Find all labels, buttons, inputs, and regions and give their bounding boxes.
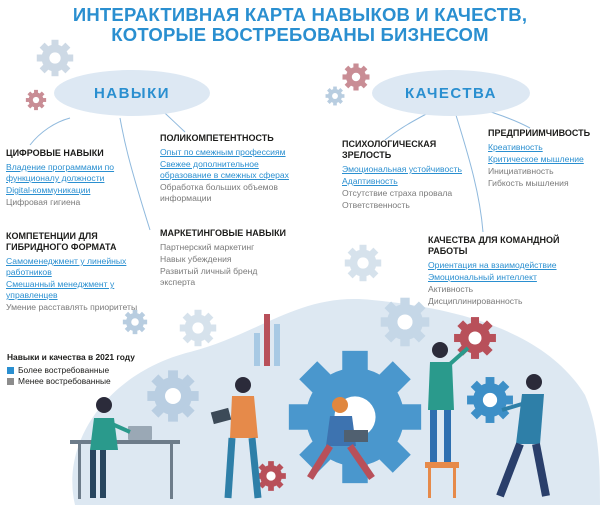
skill-item: Развитый личный бренд эксперта bbox=[160, 266, 258, 287]
page-title-line-2: КОТОРЫЕ ВОСТРЕБОВАНЫ БИЗНЕСОМ bbox=[111, 24, 489, 45]
skill-item: Партнерский маркетинг bbox=[160, 242, 255, 252]
section-digital-skills bbox=[6, 148, 138, 209]
legend-label-low: Менее востребованные bbox=[18, 376, 111, 386]
gear-icon bbox=[26, 90, 46, 110]
section-title: ЦИФРОВЫЕ НАВЫКИ bbox=[6, 148, 104, 158]
skill-item: Цифровая гигиена bbox=[6, 197, 81, 207]
skill-item: Digital-коммуникации bbox=[6, 185, 91, 195]
legend-item-high bbox=[7, 365, 135, 375]
quality-item: Инициативность bbox=[488, 166, 554, 176]
legend-swatch-low bbox=[7, 378, 14, 385]
legend-item-low bbox=[7, 376, 135, 386]
section-entrepreneurship bbox=[488, 128, 598, 190]
skill-item: Опыт по смежным профессиям bbox=[160, 147, 286, 157]
skill-item: Свежее дополнительное образование в смежных сферах bbox=[160, 159, 289, 180]
gear-icon bbox=[326, 87, 345, 106]
section-psychological-maturity bbox=[342, 139, 477, 212]
section-hybrid-competences bbox=[6, 231, 138, 314]
quality-item: Гибкость мышления bbox=[488, 178, 569, 188]
section-title: КОМПЕТЕНЦИИ ДЛЯ ГИБРИДНОГО ФОРМАТА bbox=[6, 231, 117, 252]
skill-item: Самоменеджмент у линейных работников bbox=[6, 256, 127, 277]
section-title: ПРЕДПРИИМЧИВОСТЬ bbox=[488, 128, 591, 138]
quality-item: Отсутствие страха провала bbox=[342, 188, 453, 198]
legend bbox=[7, 352, 135, 387]
skill-item: Умение расставлять приоритеты bbox=[6, 302, 138, 312]
quality-item: Адаптивность bbox=[342, 176, 398, 186]
gear-icon bbox=[256, 461, 286, 491]
section-marketing-skills bbox=[160, 228, 290, 289]
section-title: МАРКЕТИНГОВЫЕ НАВЫКИ bbox=[160, 228, 287, 238]
section-title: ПОЛИКОМПЕТЕНТНОСТЬ bbox=[160, 133, 274, 143]
gear-icon bbox=[381, 298, 430, 347]
quality-item: Эмоциональная устойчивость bbox=[342, 164, 463, 174]
quality-item: Активность bbox=[428, 284, 474, 294]
quality-item: Эмоциональный интеллект bbox=[428, 272, 537, 282]
quality-item: Дисциплинированность bbox=[428, 296, 523, 306]
skill-item: Владение программами по функционалу должности bbox=[6, 162, 115, 183]
gear-icon bbox=[147, 370, 198, 421]
qualities-category: КАЧЕСТВА bbox=[372, 70, 530, 116]
gear-icon bbox=[467, 377, 513, 423]
quality-item: Критическое мышление bbox=[488, 154, 584, 164]
legend-title: Навыки и качества в 2021 году bbox=[7, 352, 135, 362]
gear-icon bbox=[289, 351, 421, 483]
quality-item: Ориентация на взаимодействие bbox=[428, 260, 557, 270]
skills-category: НАВЫКИ bbox=[54, 70, 210, 116]
gear-icon bbox=[343, 64, 370, 91]
page-title-line-1: ИНТЕРАКТИВНАЯ КАРТА НАВЫКОВ И КАЧЕСТВ, bbox=[72, 4, 528, 25]
skill-item: Навык убеждения bbox=[160, 254, 232, 264]
gear-icon bbox=[345, 245, 381, 281]
quality-item: Ответственность bbox=[342, 200, 410, 210]
section-polycompetence bbox=[160, 133, 305, 205]
legend-label-high: Более востребованные bbox=[18, 365, 110, 375]
legend-swatch-high bbox=[7, 367, 14, 374]
skill-item: Обработка больших объемов информации bbox=[160, 182, 278, 203]
section-title: КАЧЕСТВА ДЛЯ КОМАНДНОЙ РАБОТЫ bbox=[428, 235, 560, 256]
section-title: ПСИХОЛОГИЧЕСКАЯ ЗРЕЛОСТЬ bbox=[342, 139, 437, 160]
gear-icon bbox=[180, 310, 216, 346]
section-teamwork-qualities bbox=[428, 235, 578, 308]
quality-item: Креативность bbox=[488, 142, 543, 152]
skill-item: Смешанный менеджмент у управленцев bbox=[6, 279, 115, 300]
